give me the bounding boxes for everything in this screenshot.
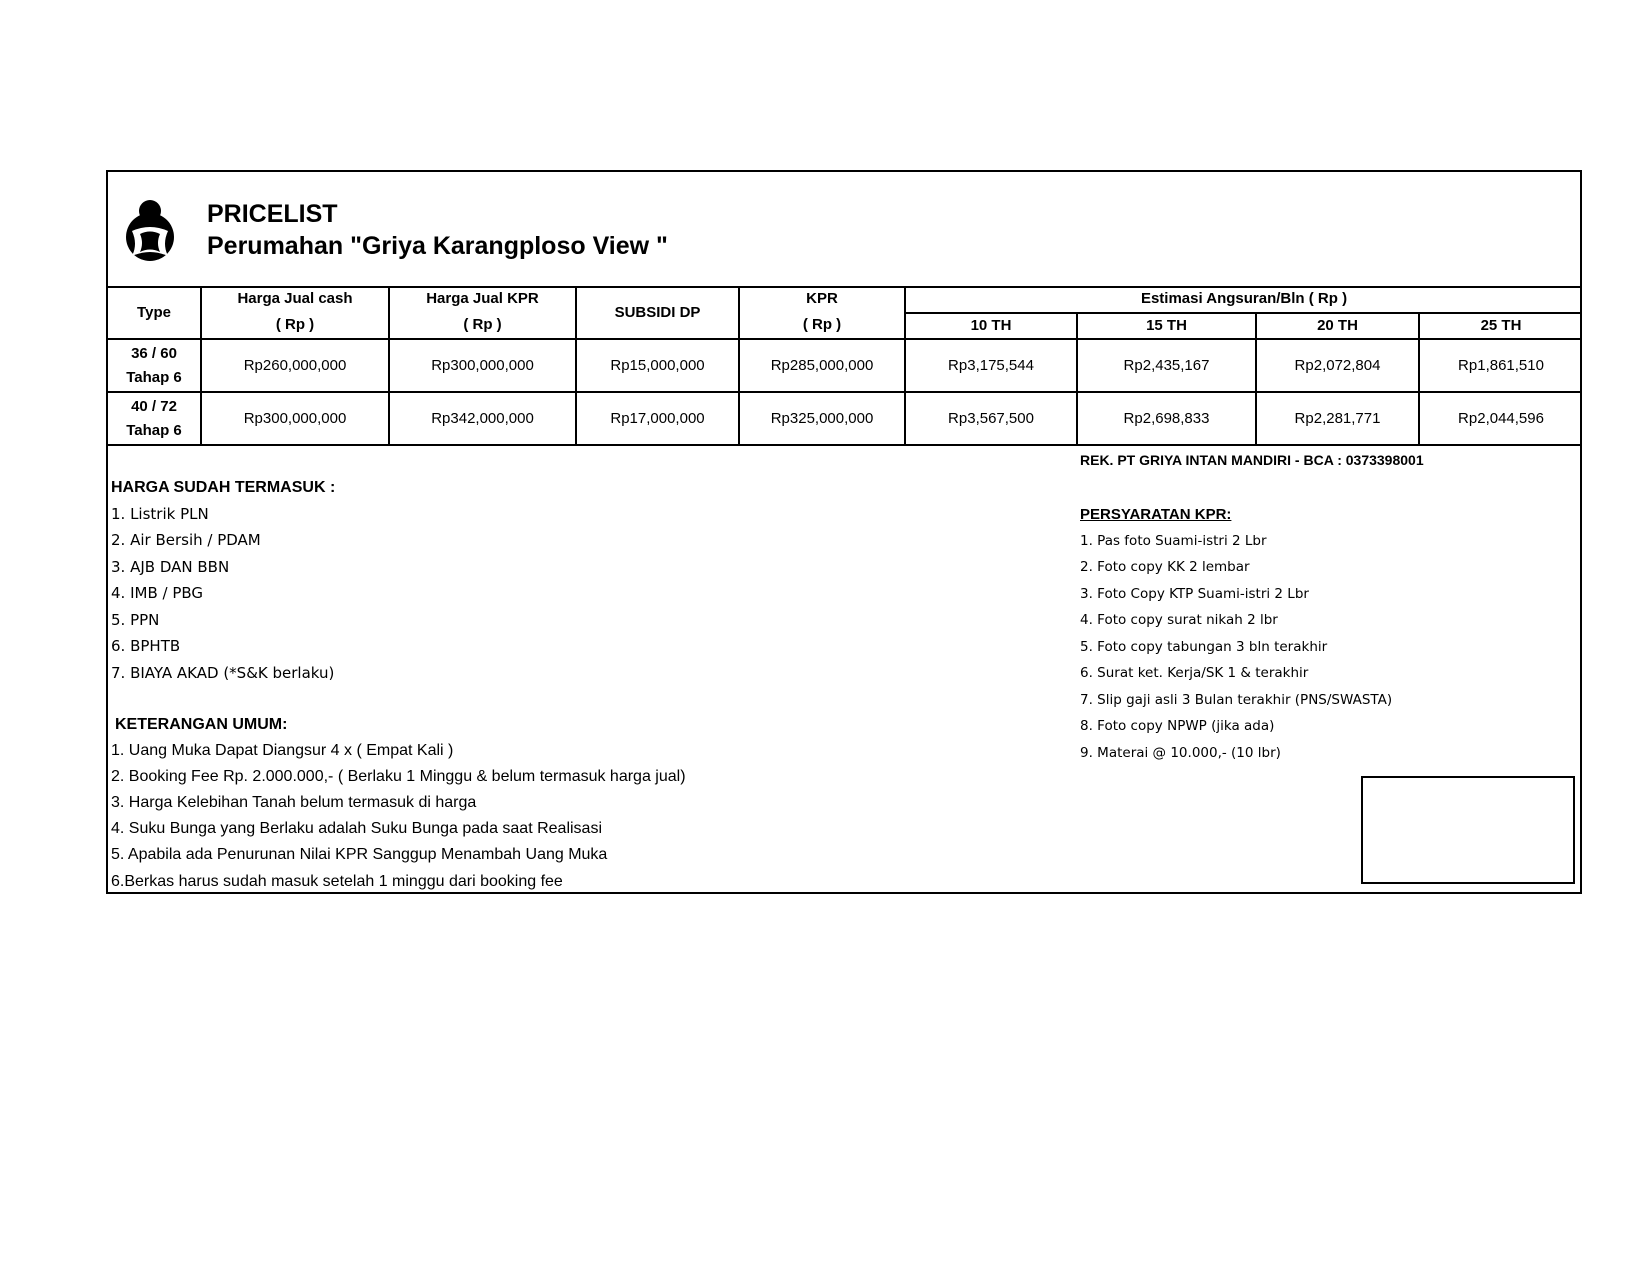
page-subtitle: Perumahan "Griya Karangploso View " bbox=[207, 232, 668, 260]
col-header-tenor-10: 10 TH bbox=[905, 313, 1077, 340]
list-item: 2. Foto copy KK 2 lembar bbox=[1080, 559, 1250, 575]
list-item: 1. Pas foto Suami-istri 2 Lbr bbox=[1080, 533, 1267, 549]
bank-account: REK. PT GRIYA INTAN MANDIRI - BCA : 0373398001 bbox=[1080, 452, 1424, 468]
subsidi-cell: Rp15,000,000 bbox=[576, 339, 739, 392]
installment-20-cell: Rp2,072,804 bbox=[1256, 339, 1419, 392]
installment-20-cell: Rp2,281,771 bbox=[1256, 392, 1419, 445]
type-cell bbox=[108, 339, 201, 392]
list-item: 6.Berkas harus sudah masuk setelah 1 minggu dari booking fee bbox=[111, 873, 563, 890]
list-item: 9. Materai @ 10.000,- (10 lbr) bbox=[1080, 745, 1281, 761]
cash-price-cell: Rp300,000,000 bbox=[201, 392, 389, 445]
type-cell bbox=[108, 392, 201, 445]
col-header-tenor-25: 25 TH bbox=[1419, 313, 1582, 340]
general-heading: KETERANGAN UMUM: bbox=[115, 716, 288, 733]
col-header-cash-price-label: Harga Jual cash bbox=[237, 290, 353, 307]
pricelist-header bbox=[108, 172, 1580, 288]
list-item: 3. AJB DAN BBN bbox=[111, 558, 230, 576]
installment-15-cell: Rp2,435,167 bbox=[1077, 339, 1256, 392]
kpr-cell: Rp285,000,000 bbox=[739, 339, 905, 392]
installment-10-cell: Rp3,567,500 bbox=[905, 392, 1077, 445]
col-header-tenor-15: 15 TH bbox=[1077, 313, 1256, 340]
installment-15-cell: Rp2,698,833 bbox=[1077, 392, 1256, 445]
col-header-kpr bbox=[739, 286, 905, 339]
list-item: 6. Surat ket. Kerja/SK 1 & terakhir bbox=[1080, 665, 1309, 681]
pricelist-sheet bbox=[106, 170, 1582, 894]
col-header-cash-price-unit: ( Rp ) bbox=[275, 316, 315, 333]
kpr-cell: Rp325,000,000 bbox=[739, 392, 905, 445]
price-table bbox=[108, 286, 1582, 446]
list-item: 6. BPHTB bbox=[111, 637, 181, 655]
requirements-heading: PERSYARATAN KPR: bbox=[1080, 506, 1232, 523]
list-item: 7. Slip gaji asli 3 Bulan terakhir (PNS/SWASTA) bbox=[1080, 692, 1393, 708]
col-header-type: Type bbox=[108, 286, 201, 339]
table-row bbox=[108, 392, 1582, 445]
included-heading: HARGA SUDAH TERMASUK : bbox=[111, 479, 336, 496]
col-header-kpr-label: KPR bbox=[806, 290, 838, 307]
list-item: 5. PPN bbox=[111, 611, 160, 629]
cash-price-cell: Rp260,000,000 bbox=[201, 339, 389, 392]
col-header-kpr-unit: ( Rp ) bbox=[802, 316, 842, 333]
kpr-price-cell: Rp300,000,000 bbox=[389, 339, 576, 392]
list-item: 3. Harga Kelebihan Tanah belum termasuk di harga bbox=[111, 794, 477, 811]
list-item: 5. Apabila ada Penurunan Nilai KPR Sanggup Menambah Uang Muka bbox=[111, 846, 608, 863]
stamp-box bbox=[1361, 776, 1575, 884]
col-header-tenor-20: 20 TH bbox=[1256, 313, 1419, 340]
list-item: 3. Foto Copy KTP Suami-istri 2 Lbr bbox=[1080, 586, 1309, 602]
table-row bbox=[108, 339, 1582, 392]
list-item: 1. Uang Muka Dapat Diangsur 4 x ( Empat Kali ) bbox=[111, 742, 454, 759]
col-header-estimasi: Estimasi Angsuran/Bln ( Rp ) bbox=[905, 286, 1582, 313]
list-item: 2. Booking Fee Rp. 2.000.000,- ( Berlaku 1 Minggu & belum termasuk harga jual) bbox=[111, 768, 686, 785]
list-item: 1. Listrik PLN bbox=[111, 505, 209, 523]
col-header-kpr-price bbox=[389, 286, 576, 339]
list-item: 2. Air Bersih / PDAM bbox=[111, 531, 261, 549]
type-stage: Tahap 6 bbox=[126, 421, 182, 439]
company-logo-icon bbox=[118, 198, 182, 262]
col-header-subsidi-dp: SUBSIDI DP bbox=[576, 286, 739, 339]
installment-25-cell: Rp2,044,596 bbox=[1419, 392, 1582, 445]
list-item: 8. Foto copy NPWP (jika ada) bbox=[1080, 718, 1275, 734]
type-size: 40 / 72 bbox=[131, 397, 177, 415]
subsidi-cell: Rp17,000,000 bbox=[576, 392, 739, 445]
installment-10-cell: Rp3,175,544 bbox=[905, 339, 1077, 392]
type-size: 36 / 60 bbox=[131, 344, 177, 362]
col-header-cash-price bbox=[201, 286, 389, 339]
list-item: 4. Foto copy surat nikah 2 lbr bbox=[1080, 612, 1278, 628]
list-item: 4. IMB / PBG bbox=[111, 584, 204, 602]
type-stage: Tahap 6 bbox=[126, 368, 182, 386]
list-item: 4. Suku Bunga yang Berlaku adalah Suku Bunga pada saat Realisasi bbox=[111, 820, 603, 837]
col-header-kpr-price-unit: ( Rp ) bbox=[463, 316, 502, 333]
list-item: 5. Foto copy tabungan 3 bln terakhir bbox=[1080, 639, 1328, 655]
col-header-kpr-price-label: Harga Jual KPR bbox=[426, 290, 539, 307]
list-item: 7. BIAYA AKAD (*S&K berlaku) bbox=[111, 664, 335, 682]
page-title: PRICELIST bbox=[207, 200, 338, 228]
installment-25-cell: Rp1,861,510 bbox=[1419, 339, 1582, 392]
kpr-price-cell: Rp342,000,000 bbox=[389, 392, 576, 445]
